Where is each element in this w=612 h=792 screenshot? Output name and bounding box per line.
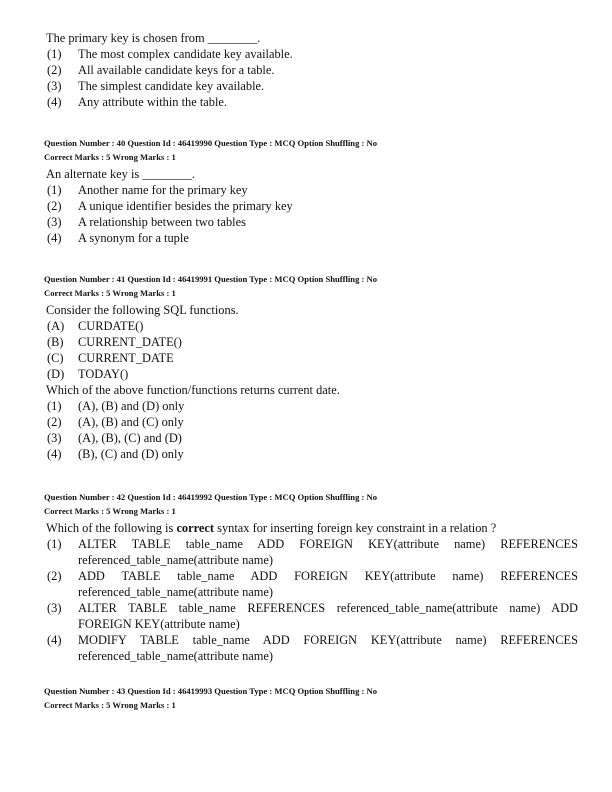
option-3: (3) (A), (B), (C) and (D) bbox=[47, 431, 182, 445]
option-1: (1) The most complex candidate key available. bbox=[47, 47, 293, 61]
option-4: (4) Any attribute within the table. bbox=[47, 95, 227, 109]
list-item-c: (C) CURRENT_DATE bbox=[47, 351, 174, 365]
option-3: (3) A relationship between two tables bbox=[47, 215, 246, 229]
option-2: (2) A unique identifier besides the primary key bbox=[47, 199, 293, 213]
question-41 bbox=[46, 272, 578, 462]
question-stem: An alternate key is ________. bbox=[46, 167, 195, 181]
option-2: (2) All available candidate keys for a table. bbox=[47, 63, 275, 77]
option-1: (1) (A), (B) and (D) only bbox=[47, 399, 185, 413]
option-3: (3) The simplest candidate key available. bbox=[47, 79, 265, 93]
option-4: (4) A synonym for a tuple bbox=[47, 231, 189, 245]
option-3: (3) ALTER TABLE table_name REFERENCES referenced_table_name(attribute name) ADD FOREIGN KEY(attribute name) bbox=[47, 601, 578, 631]
marks-meta: Correct Marks : 5 Wrong Marks : 1 bbox=[44, 506, 176, 516]
marks-meta: Correct Marks : 5 Wrong Marks : 1 bbox=[44, 152, 176, 162]
question-43 bbox=[46, 684, 578, 712]
emphasis: correct bbox=[176, 521, 215, 535]
list-item-d: (D) TODAY() bbox=[47, 367, 129, 381]
question-meta: Question Number : 42 Question Id : 46419992 Question Type : MCQ Option Shuffling : No bbox=[44, 492, 378, 502]
question-meta: Question Number : 41 Question Id : 46419991 Question Type : MCQ Option Shuffling : No bbox=[44, 274, 378, 284]
question-39 bbox=[46, 30, 578, 110]
question-42 bbox=[46, 490, 578, 664]
question-meta: Question Number : 40 Question Id : 46419990 Question Type : MCQ Option Shuffling : No bbox=[44, 138, 378, 148]
list-item-b: (B) CURRENT_DATE() bbox=[47, 335, 182, 349]
question-prompt: Which of the above function/functions returns current date. bbox=[46, 383, 340, 397]
question-stem: Consider the following SQL functions. bbox=[46, 303, 239, 317]
marks-meta: Correct Marks : 5 Wrong Marks : 1 bbox=[44, 288, 176, 298]
option-4: (4) (B), (C) and (D) only bbox=[47, 447, 184, 461]
option-2: (2) ADD TABLE table_name ADD FOREIGN KEY(attribute name) REFERENCES referenced_table_name(attribute name) bbox=[47, 569, 578, 599]
question-40 bbox=[46, 136, 578, 246]
list-item-a: (A) CURDATE() bbox=[47, 319, 144, 333]
option-1: (1) Another name for the primary key bbox=[47, 183, 248, 197]
option-2: (2) (A), (B) and (C) only bbox=[47, 415, 184, 429]
question-stem: Which of the following is correct syntax for inserting foreign key constraint in a relation ? bbox=[46, 521, 497, 535]
marks-meta: Correct Marks : 5 Wrong Marks : 1 bbox=[44, 700, 176, 710]
option-4: (4) MODIFY TABLE table_name ADD FOREIGN KEY(attribute name) REFERENCES referenced_table_name(attribute name) bbox=[47, 633, 578, 663]
option-1: (1) ALTER TABLE table_name ADD FOREIGN KEY(attribute name) REFERENCES referenced_table_name(attribute name) bbox=[47, 537, 578, 567]
question-stem: The primary key is chosen from ________. bbox=[46, 31, 261, 45]
question-meta: Question Number : 43 Question Id : 46419993 Question Type : MCQ Option Shuffling : No bbox=[44, 686, 378, 696]
